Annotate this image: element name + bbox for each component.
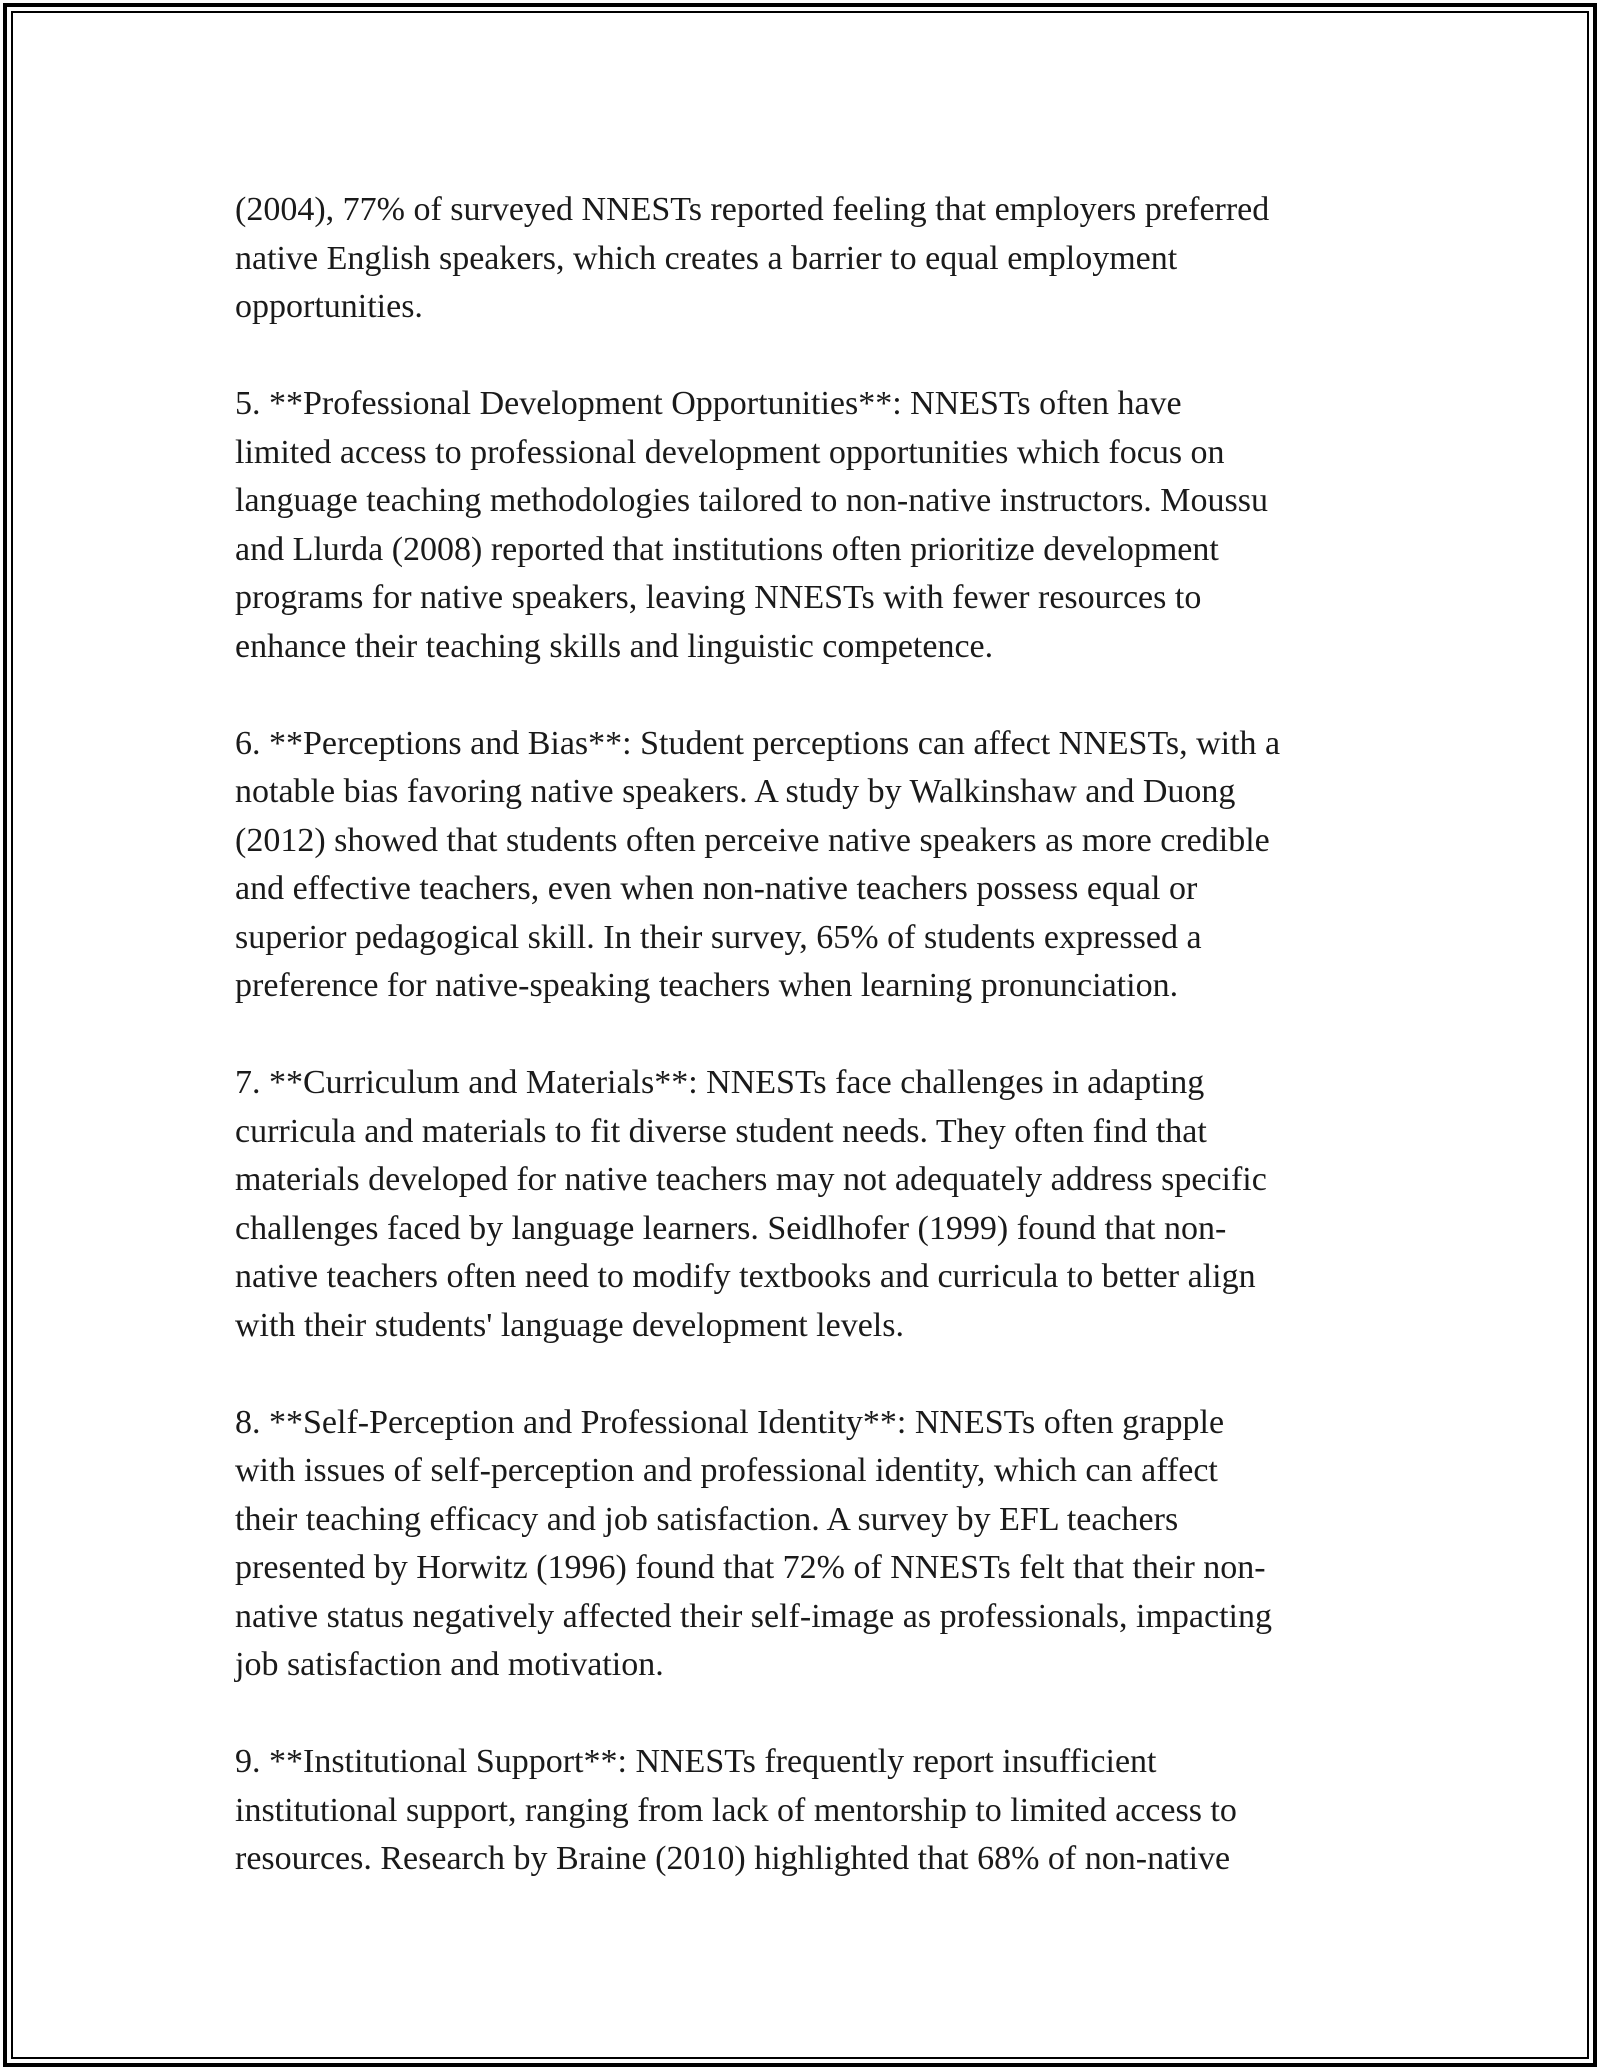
text-line: resources. Research by Braine (2010) highlighted that 68% of non-native: [235, 1840, 1231, 1877]
text-line: materials developed for native teachers may not adequately address specific: [235, 1161, 1267, 1198]
text-line: (2012) showed that students often perceive native speakers as more credible: [235, 821, 1270, 859]
text-line: language teaching methodologies tailored to non-native instructors. Moussu: [235, 482, 1268, 519]
text-line: native status negatively affected their self-image as professionals, impacting: [235, 1597, 1272, 1635]
text-line: superior pedagogical skill. In their survey, 65% of students expressed a: [235, 918, 1202, 956]
paragraph-item-6: [235, 720, 1395, 1011]
text-line: 8. **Self-Perception and Professional Identity**: NNESTs often grapple: [235, 1403, 1225, 1441]
text-line: 7. **Curriculum and Materials**: NNESTs face challenges in adapting: [235, 1064, 1205, 1101]
text-line: 5. **Professional Development Opportunities**: NNESTs often have: [235, 385, 1182, 422]
text-line: limited access to professional development opportunities which focus on: [235, 433, 1225, 471]
text-line: native English speakers, which creates a barrier to equal employment: [235, 239, 1178, 277]
paragraph-continuation: [235, 186, 1395, 332]
text-line: notable bias favoring native speakers. A study by Walkinshaw and Duong: [235, 773, 1236, 810]
text-line: preference for native-speaking teachers when learning pronunciation.: [235, 967, 1179, 1004]
text-line: opportunities.: [235, 288, 423, 325]
text-line: programs for native speakers, leaving NNESTs with fewer resources to: [235, 579, 1202, 616]
text-line: with issues of self-perception and professional identity, which can affect: [235, 1452, 1218, 1489]
text-line: presented by Horwitz (1996) found that 72% of NNESTs felt that their non-: [235, 1549, 1266, 1586]
text-line: 6. **Perceptions and Bias**: Student perceptions can affect NNESTs, with a: [235, 724, 1281, 762]
paragraph-item-7: [235, 1059, 1395, 1350]
paragraph-item-5: [235, 380, 1395, 671]
text-line: and Llurda (2008) reported that institutions often prioritize development: [235, 530, 1219, 568]
text-line: challenges faced by language learners. Seidlhofer (1999) found that non-: [235, 1209, 1227, 1247]
text-line: and effective teachers, even when non-native teachers possess equal or: [235, 870, 1198, 907]
text-line: enhance their teaching skills and linguistic competence.: [235, 627, 994, 665]
text-line: their teaching efficacy and job satisfaction. A survey by EFL teachers: [235, 1500, 1179, 1538]
document-body: [235, 186, 1395, 1884]
text-line: native teachers often need to modify textbooks and curricula to better align: [235, 1258, 1256, 1295]
text-line: (2004), 77% of surveyed NNESTs reported feeling that employers preferred: [235, 191, 1270, 228]
text-line: with their students' language development levels.: [235, 1306, 904, 1344]
text-line: institutional support, ranging from lack of mentorship to limited access to: [235, 1791, 1237, 1829]
paragraph-item-8: [235, 1399, 1395, 1690]
text-line: job satisfaction and motivation.: [235, 1646, 664, 1683]
text-line: 9. **Institutional Support**: NNESTs frequently report insufficient: [235, 1743, 1157, 1780]
text-line: curricula and materials to fit diverse student needs. They often find that: [235, 1112, 1207, 1150]
paragraph-item-9: [235, 1738, 1395, 1884]
